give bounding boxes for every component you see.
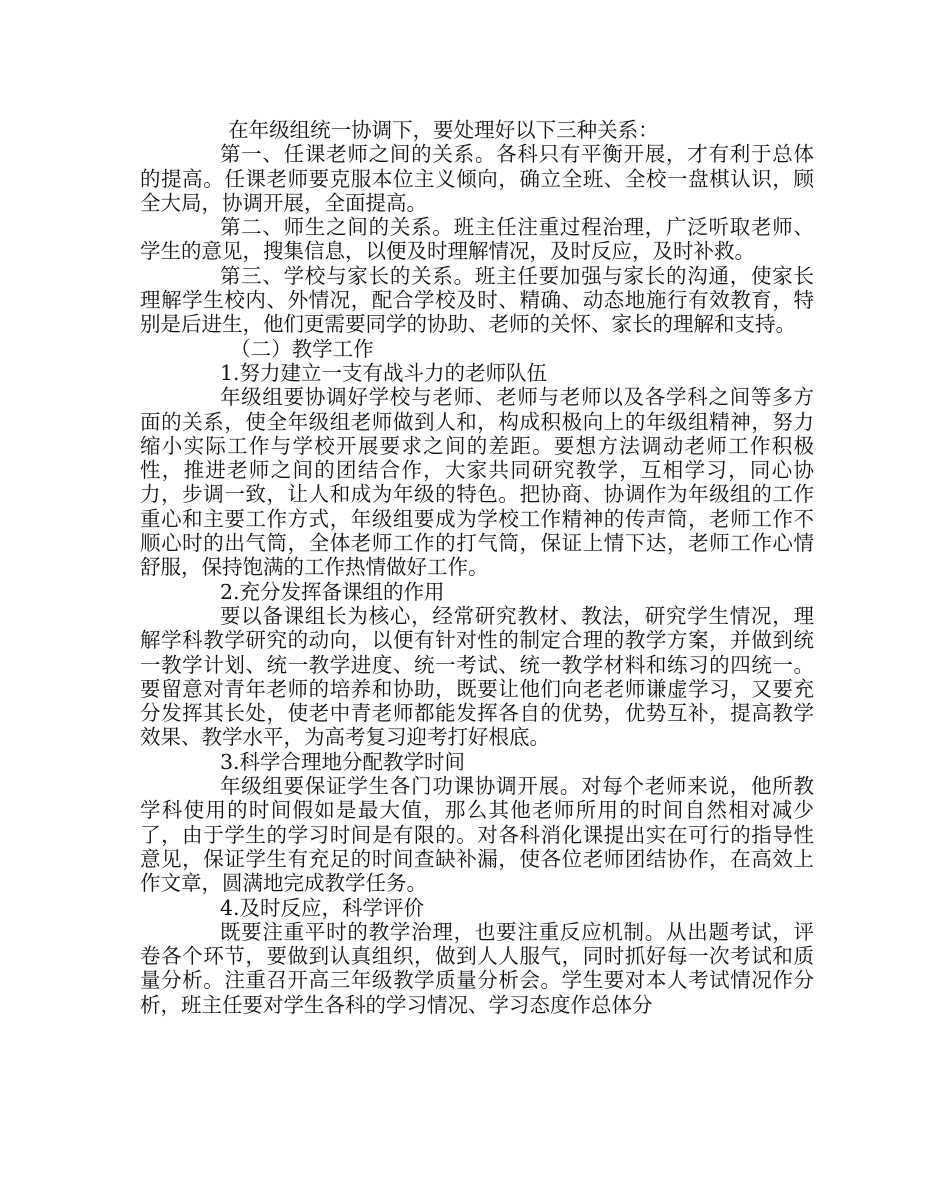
paragraph-intro: 在年级组统一协调下，要处理好以下三种关系： [228, 118, 659, 142]
subheading-3: 3.科学合理地分配教学时间 [219, 749, 465, 774]
paragraph-prep-group: 要以备课组长为核心，经常研究教材、教法，研究学生情况，理解学科教学研究的动向，以便有针对性的制定合理的教学方案，并做到统一教学计划、统一教学进度、统一考试、统一教学材料和练习的四统一。要留意对青年老师的培养和协助，既要让他们向老老师谦虚学习，又要充分发挥其长处，使老中青老师都能发挥各自的优势，优势互补，提高教学效果、教学水平，为高考复习迎考打好根底。 [140, 603, 814, 750]
paragraph-relation-teacher-student: 第二、师生之间的关系。班主任注重过程治理，广泛听取老师、学生的意见，搜集信息，以便及时理解情况，及时反应，及时补救。 [140, 215, 814, 264]
paragraph-team: 年级组要协调好学校与老师、老师与老师以及各学科之间等多方面的关系，使全年级组老师做到人和，构成积极向上的年级组精神，努力缩小实际工作与学校开展要求之间的差距。要想方法调动老师工作积极性，推进老师之间的团结合作，大家共同研究教学，互相学习，同心协力，步调一致，让人和成为年级的特色。把协商、协调作为年级组的工作重心和主要工作方式，年级组要成为学校工作精神的传声筒，老师工作不顺心时的出气筒，全体老师工作的打气筒，保证上情下达，老师工作心情舒服，保持饱满的工作热情做好工作。 [140, 385, 814, 580]
paragraph-relation-teachers: 第一、任课老师之间的关系。各科只有平衡开展，才有利于总体的提高。任课老师要克服本位主义倾向，确立全班、全校一盘棋认识，顾全大局，协调开展，全面提高。 [140, 142, 814, 215]
paragraph-evaluation: 既要注重平时的教学治理，也要注重反应机制。从出题考试，评卷各个环节，要做到认真组织，做到人人服气，同时抓好每一次考试和质量分析。注重召开高三年级教学质量分析会。学生要对本人考试情况作分析，班主任要对学生各科的学习情况、学习态度作总体分 [140, 919, 814, 1017]
subheading-2: 2.充分发挥备课组的作用 [219, 579, 445, 604]
document-body [140, 118, 814, 1017]
subheading-1: 1.努力建立一支有战斗力的老师队伍 [219, 360, 547, 385]
subheading-4: 4.及时反应，科学评价 [219, 895, 424, 920]
paragraph-time: 年级组要保证学生各门功课协调开展。对每个老师来说，他所教学科使用的时间假如是最大值，那么其他老师所用的时间自然相对减少了，由于学生的学习时间是有限的。对各科消化课提出实在可行的指导性意见，保证学生有充足的时间查缺补漏，使各位老师团结协作，在高效上作文章，圆满地完成教学任务。 [140, 774, 814, 896]
section-heading-teaching: （二）教学工作 [230, 336, 374, 361]
paragraph-relation-school-parents: 第三、学校与家长的关系。班主任要加强与家长的沟通，使家长理解学生校内、外情况，配合学校及时、精确、动态地施行有效教育，特别是后进生，他们更需要同学的协助、老师的关怀、家长的理解和支持。 [140, 263, 814, 337]
